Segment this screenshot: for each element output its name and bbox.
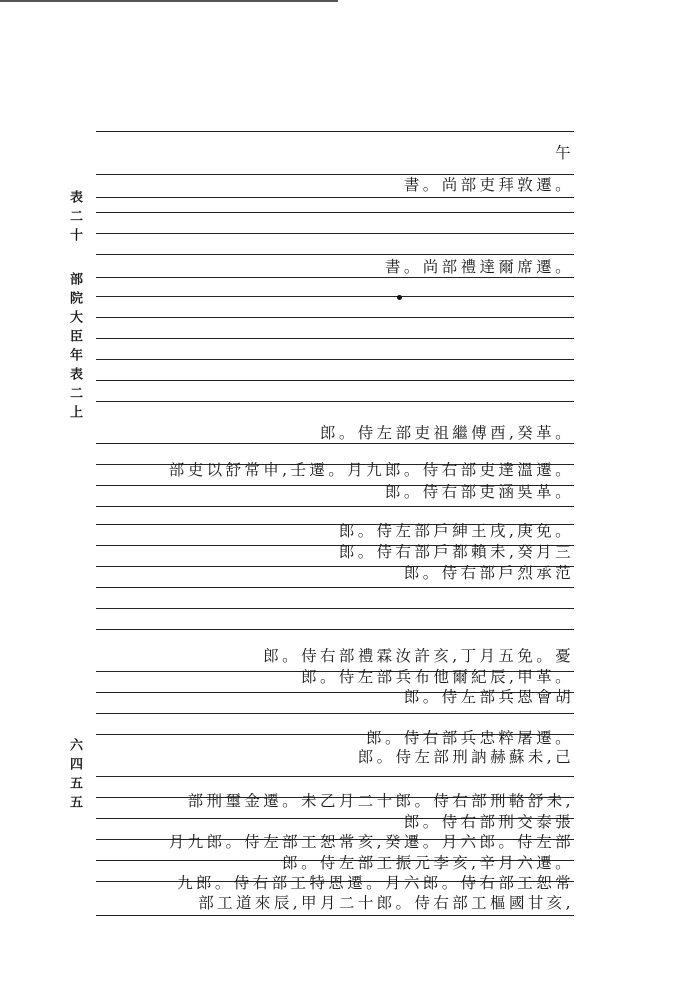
table-row: 郎。侍右部刑交泰張 <box>403 813 574 831</box>
table-row: 部工道來辰,甲月二十郎。侍右部工樞國甘亥, <box>198 894 574 912</box>
table-row: 郎。侍右部兵忠粹屠遷。 <box>366 729 574 747</box>
side-label-table-number: 表二十 <box>67 190 82 247</box>
table-row: 午 <box>555 144 574 162</box>
page-number: 六四五五 <box>67 738 82 814</box>
table-row: 郎。侍右部禮霖汝許亥,丁月五免。憂 <box>263 647 574 665</box>
table-rule <box>96 254 574 255</box>
table-row: 郎。侍右部吏涵吳革。 <box>384 483 574 501</box>
table-rule <box>96 212 574 213</box>
table-rule <box>96 608 574 609</box>
table-rule <box>96 296 574 297</box>
table-rule <box>96 233 574 234</box>
side-label-table-title: 部院大臣年表二上 <box>67 272 82 424</box>
table-row: 月九郎。侍左部工恕常亥,癸遷。月六郎。侍左部 <box>168 833 574 851</box>
table-row: 郎。侍左部戶紳王戌,庚免。 <box>338 522 574 540</box>
table-row: 郎。侍左部兵恩會胡 <box>403 688 574 706</box>
table-row: 郎。侍右部戶都賴未,癸月三 <box>338 543 574 561</box>
table-rule <box>96 380 574 381</box>
table-rule <box>96 587 574 588</box>
table-rule <box>96 713 574 714</box>
table-row: 郎。侍左部兵布他爾紀辰,甲革。 <box>301 668 574 686</box>
table-row: 郎。侍左部工振元李亥,辛月六遷。 <box>282 854 574 872</box>
table-rule <box>96 401 574 402</box>
table-row: 書。尚部禮達爾席遷。 <box>384 258 574 276</box>
table-rule <box>96 197 574 198</box>
table-rule <box>96 359 574 360</box>
table-row: 書。尚部吏拜敦遷。 <box>403 176 574 194</box>
table-row: 部吏以舒常申,壬遷。月九郎。侍右部吏達溫遷。 <box>168 461 574 479</box>
table-row: 郎。侍左部吏祖繼傅酉,癸革。 <box>319 424 574 442</box>
table-rule <box>96 338 574 339</box>
ink-dot <box>397 295 402 300</box>
table-rule <box>96 915 574 916</box>
table-rule <box>96 506 574 507</box>
table-rule <box>96 317 574 318</box>
table-rule <box>96 776 574 777</box>
table-row: 郎。侍右部戶烈承范 <box>403 564 574 582</box>
table-rule <box>96 131 574 132</box>
table-row: 九郎。侍右部工特恩遷。月六郎。侍右部工恕常 <box>177 874 574 892</box>
table-row: 郎。侍左部刑訥赫蘇未,己 <box>357 748 574 766</box>
table-rule <box>96 629 574 630</box>
table-row: 部刑璽金遷。未乙月二十郎。侍右部刑輅舒未, <box>187 792 574 810</box>
